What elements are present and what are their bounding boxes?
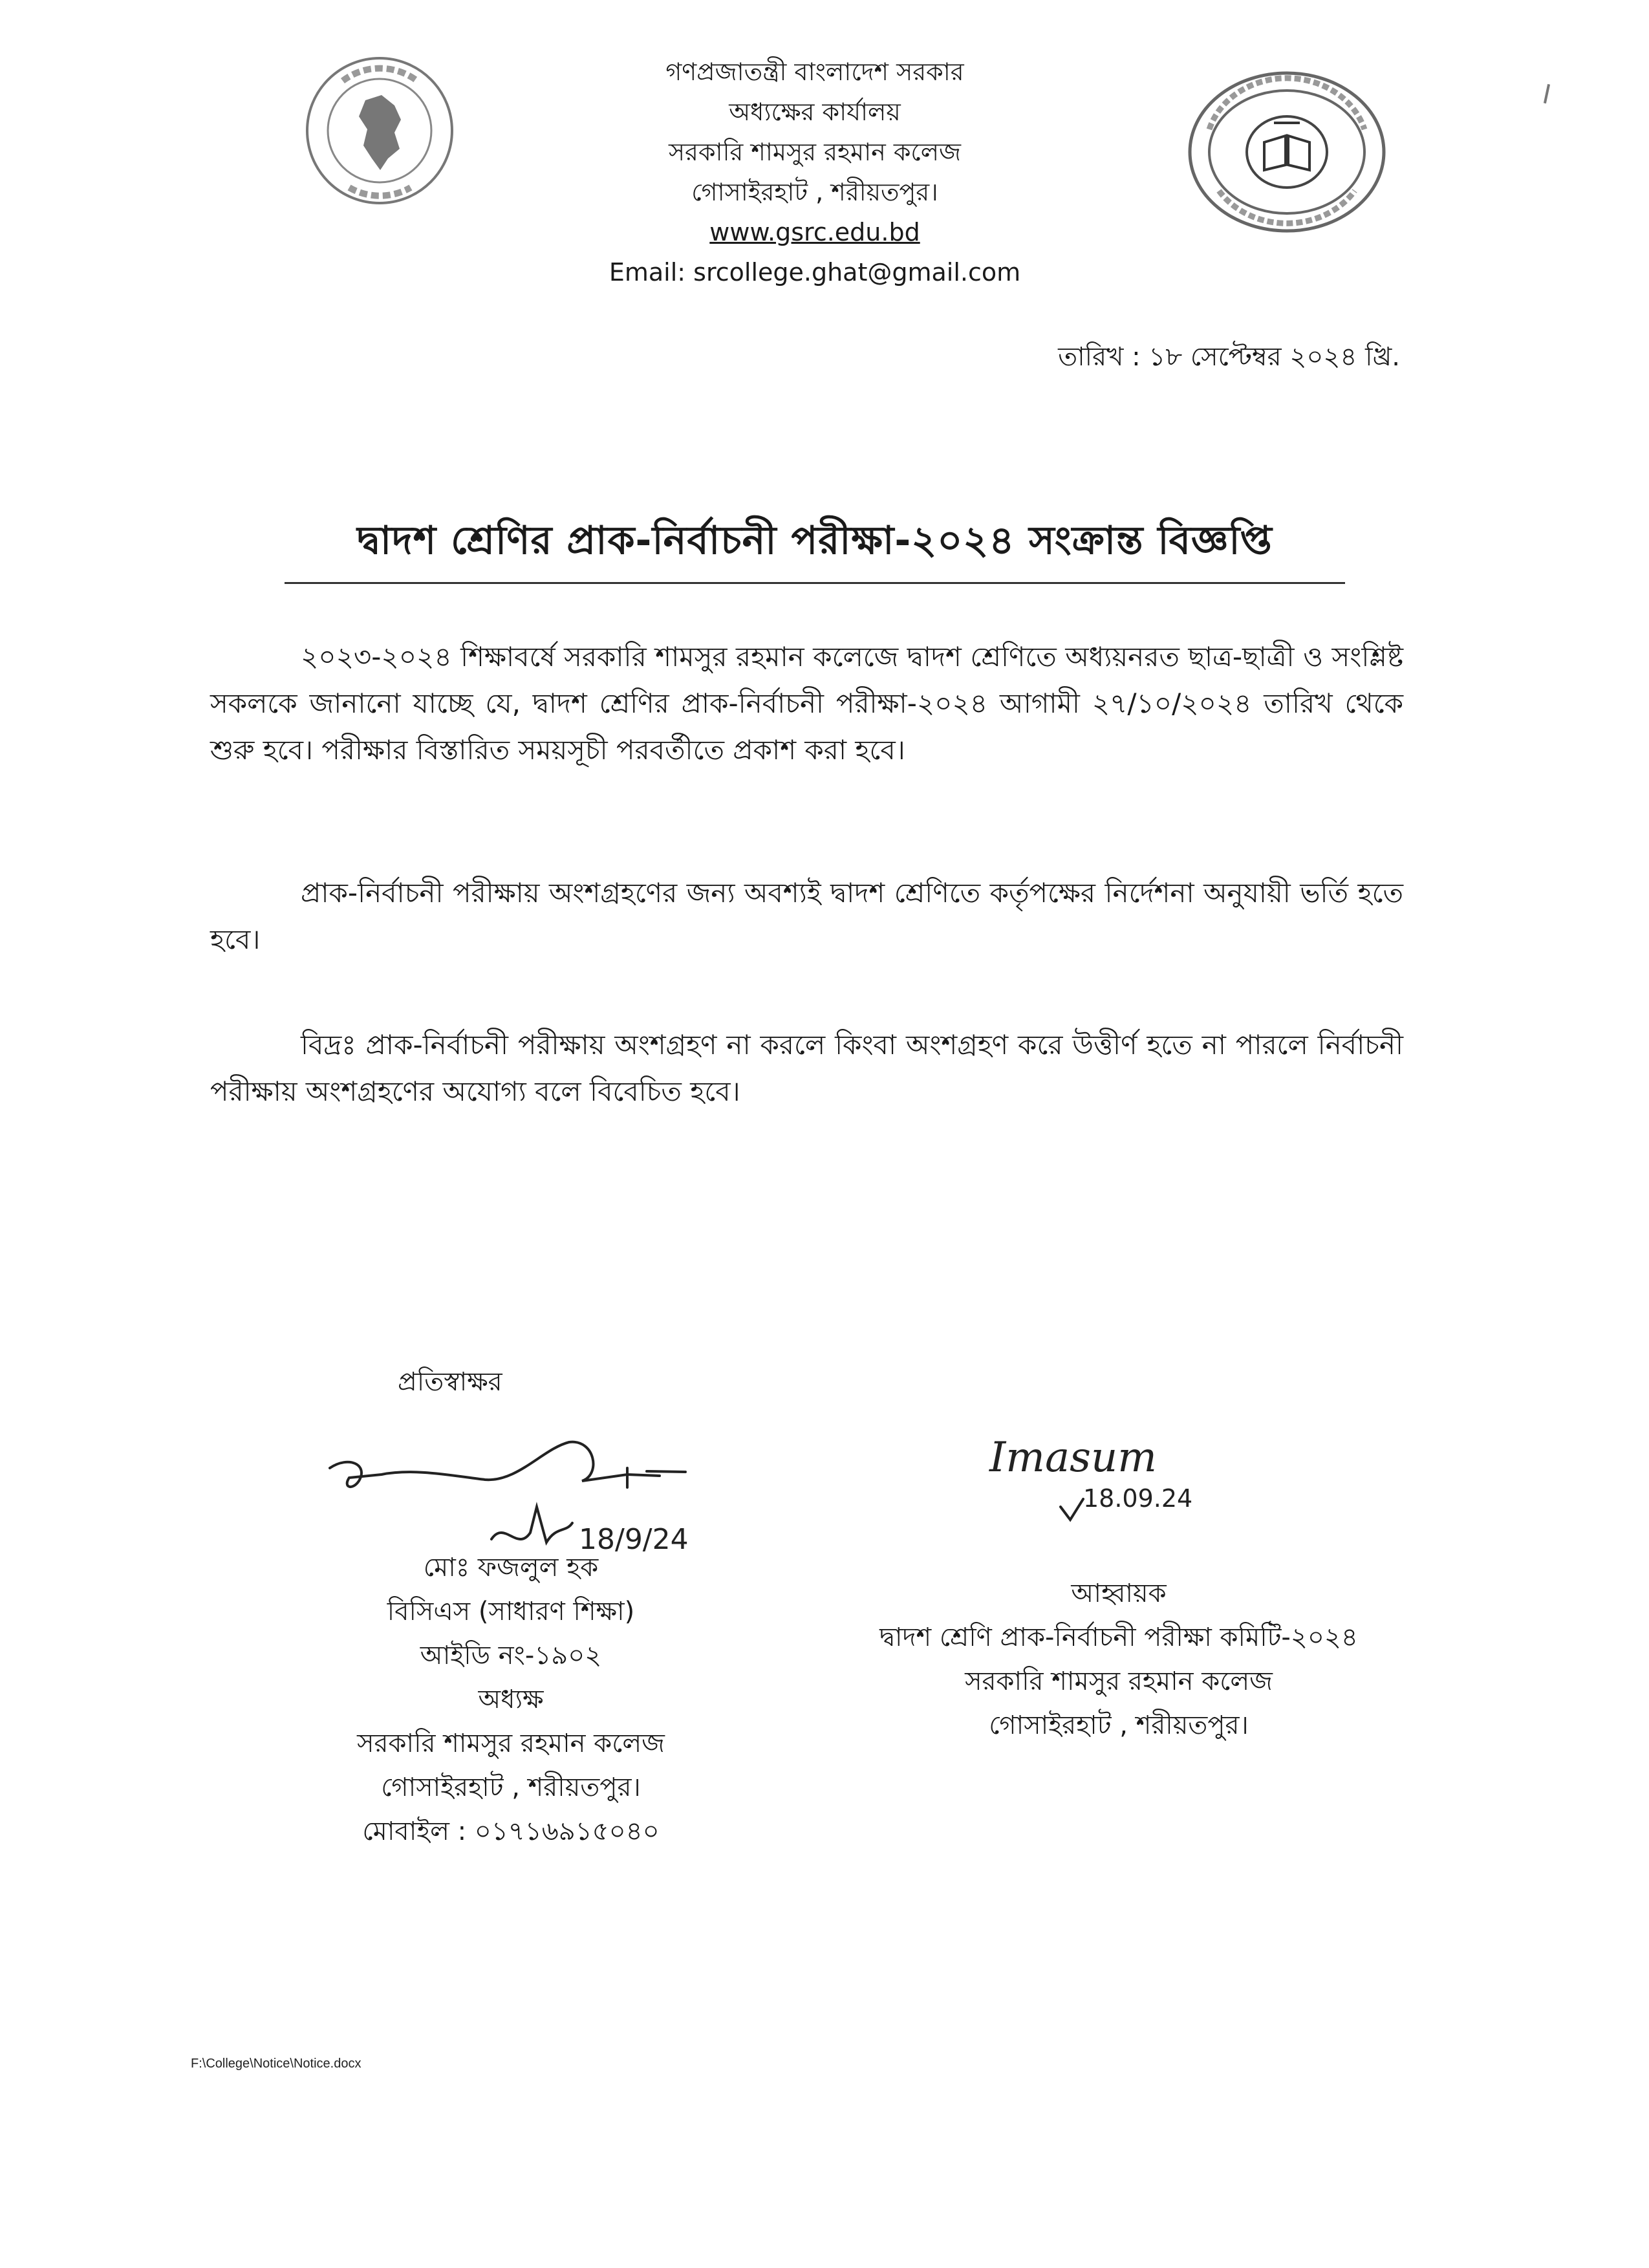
college-name: সরকারি শামসুর রহমান কলেজ xyxy=(668,138,962,166)
principal-location: গোসাইরহাট , শরীয়তপুর। xyxy=(381,1773,641,1802)
notice-date: তারিখ : ১৮ সেপ্টেম্বর ২০২৪ খ্রি. xyxy=(1058,342,1400,372)
office-header xyxy=(550,52,1080,292)
principal-id: আইডি নং-১৯০২ xyxy=(420,1641,602,1670)
notice-paragraph-2 xyxy=(210,870,1403,963)
committee-name: দ্বাদশ শ্রেণি প্রাক-নির্বাচনী পরীক্ষা কমিটি-২০২৪ xyxy=(879,1623,1358,1652)
office-line: অধ্যক্ষের কার্যালয় xyxy=(729,98,901,126)
principal-name: মোঃ ফজলুল হক xyxy=(423,1553,599,1582)
notice-title: দ্বাদশ শ্রেণির প্রাক-নির্বাচনী পরীক্ষা-২০২৪ সংক্রান্ত বিজ্ঞপ্তি xyxy=(285,511,1345,584)
notice-paragraph-1 xyxy=(210,634,1403,773)
paragraph-2-text: প্রাক-নির্বাচনী পরীক্ষায় অংশগ্রহণের জন্য অবশ্যই দ্বাদশ শ্রেণিতে কর্তৃপক্ষের নির্দেশনা অনুযায়ী ভর্তি হতে হবে। xyxy=(210,877,1403,955)
convener-signature-name: Imasum xyxy=(989,1434,1157,1482)
principal-college: সরকারি শামসুর রহমান কলেজ xyxy=(357,1729,665,1758)
govt-line: গণপ্রজাতন্ত্রী বাংলাদেশ সরকার xyxy=(665,58,964,86)
convener-signature xyxy=(951,1423,1274,1526)
convener-location: গোসাইরহাট , শরীয়তপুর। xyxy=(989,1711,1249,1740)
countersign-label: প্রতিস্বাক্ষর xyxy=(398,1367,502,1397)
college-seal xyxy=(1183,68,1390,236)
convener-signature-block xyxy=(795,1546,1442,1747)
website-link[interactable]: www.gsrc.edu.bd xyxy=(709,218,920,246)
government-seal xyxy=(304,55,456,207)
principal-mobile: মোবাইল : ০১৭১৬৯১৫০৪০ xyxy=(362,1817,660,1846)
convener-role: আহ্বায়ক xyxy=(1071,1579,1167,1608)
file-path: F:\College\Notice\Notice.docx xyxy=(191,2057,361,2071)
scan-mark xyxy=(1544,84,1550,103)
principal-designation: অধ্যক্ষ xyxy=(478,1685,544,1714)
principal-cadre: বিসিএস (সাধারণ শিক্ষা) xyxy=(387,1597,635,1626)
college-location: গোসাইরহাট , শরীয়তপুর। xyxy=(691,178,938,206)
paragraph-1-text: ২০২৩-২০২৪ শিক্ষাবর্ষে সরকারি শামসুর রহমান কলেজে দ্বাদশ শ্রেণিতে অধ্যয়নরত ছাত্র-ছাত্রী ও সংশ্লিষ্ট সকলকে জানানো যাচ্ছে যে, দ্বাদশ শ্রেণির প্রাক-নির্বাচনী পরীক্ষা-২০২৪ আগামী ২৭/১০/২০২৪ তারিখ থেকে শুরু হবে। পরীক্ষার বিস্তারিত সময়সূচী পরবর্তীতে প্রকাশ করা হবে। xyxy=(210,641,1403,766)
email-line: Email: srcollege.ghat@gmail.com xyxy=(609,258,1021,286)
principal-signature-date: 18/9/24 xyxy=(579,1523,689,1556)
paragraph-3-text: বিদ্রঃ প্রাক-নির্বাচনী পরীক্ষায় অংশগ্রহণ না করলে কিংবা অংশগ্রহণ করে উত্তীর্ণ হতে না পারলে নির্বাচনী পরীক্ষায় অংশগ্রহণের অযোগ্য বলে বিবেচিত হবে। xyxy=(210,1029,1403,1107)
convener-college: সরকারি শামসুর রহমান কলেজ xyxy=(965,1667,1273,1696)
convener-signature-date: 18.09.24 xyxy=(1083,1484,1193,1513)
notice-paragraph-3 xyxy=(210,1022,1403,1115)
principal-signature-block xyxy=(285,1546,737,1853)
